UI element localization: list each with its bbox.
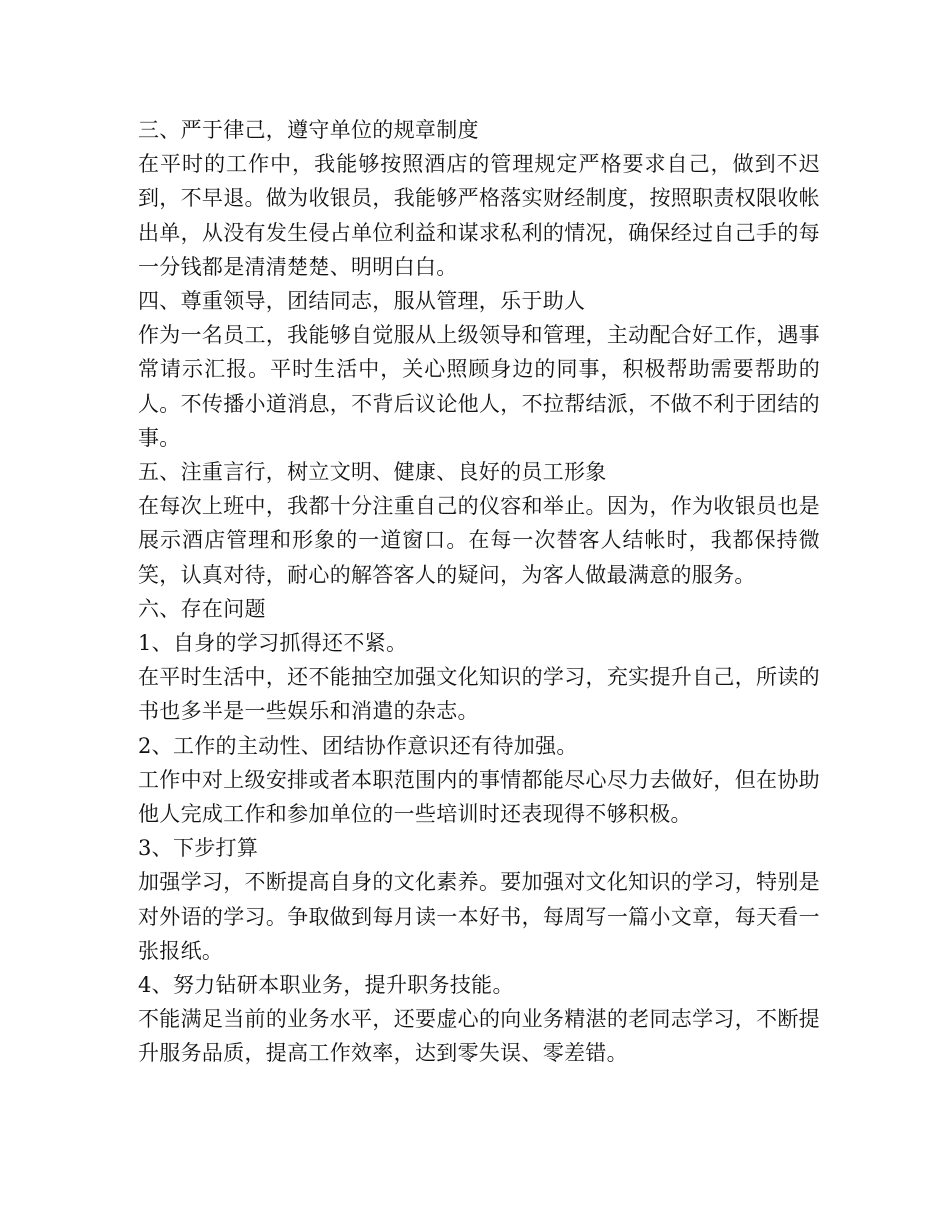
section-heading-problems: 六、存在问题 [138,596,266,621]
paragraph-conduct: 在每次上班中，我都十分注重自己的仪容和举止。因为，作为收银员也是展示酒店管理和形象的一道窗口。在每一次替客人结帐时，我都保持微笑，认真对待，耐心的解答客人的疑问，为客人做最满意的服务。 [138,494,820,587]
paragraph-study: 在平时生活中，还不能抽空加强文化知识的学习，充实提升自己，所读的书也多半是一些娱乐和消遣的杂志。 [138,665,820,724]
subheading-initiative: 2、工作的主动性、团结协作意识还有待加强。 [138,733,578,758]
paragraph-plan: 加强学习，不断提高自身的文化素养。要加强对文化知识的学习，特别是对外语的学习。争取做到每月读一本好书，每周写一篇小文章，每天看一张报纸。 [138,870,820,963]
subheading-study: 1、自身的学习抓得还不紧。 [138,631,408,656]
paragraph-skills: 不能满足当前的业务水平，还要虚心的向业务精湛的老同志学习，不断提升服务品质，提高工作效率，达到零失误、零差错。 [138,1007,820,1066]
section-heading-discipline: 三、严于律己，遵守单位的规章制度 [138,118,479,142]
subheading-plan: 3、下步打算 [138,836,259,861]
section-heading-respect-leaders: 四、尊重领导，团结同志，服从管理，乐于助人 [138,289,586,314]
document-body [138,113,820,1071]
paragraph-discipline: 在平时的工作中，我能够按照酒店的管理规定严格要求自己，做到不迟到，不早退。做为收银员，我能够严格落实财经制度，按照职责权限收帐出单，从没有发生侵占单位利益和谋求私利的情况，确保经过自己手的每一分钱都是清清楚楚、明明白白。 [138,152,820,279]
paragraph-initiative: 工作中对上级安排或者本职范围内的事情都能尽心尽力去做好，但在协助他人完成工作和参加单位的一些培训时还表现得不够积极。 [138,767,820,827]
section-heading-conduct: 五、注重言行，树立文明、健康、良好的员工形象 [138,460,607,485]
subheading-skills: 4、努力钻研本职业务，提升职务技能。 [138,973,514,998]
paragraph-respect-leaders: 作为一名员工，我能够自觉服从上级领导和管理，主动配合好工作，遇事常请示汇报。平时生活中，关心照顾身边的同事，积极帮助需要帮助的人。不传播小道消息，不背后议论他人，不拉帮结派，不做不利于团结的事。 [138,323,820,450]
